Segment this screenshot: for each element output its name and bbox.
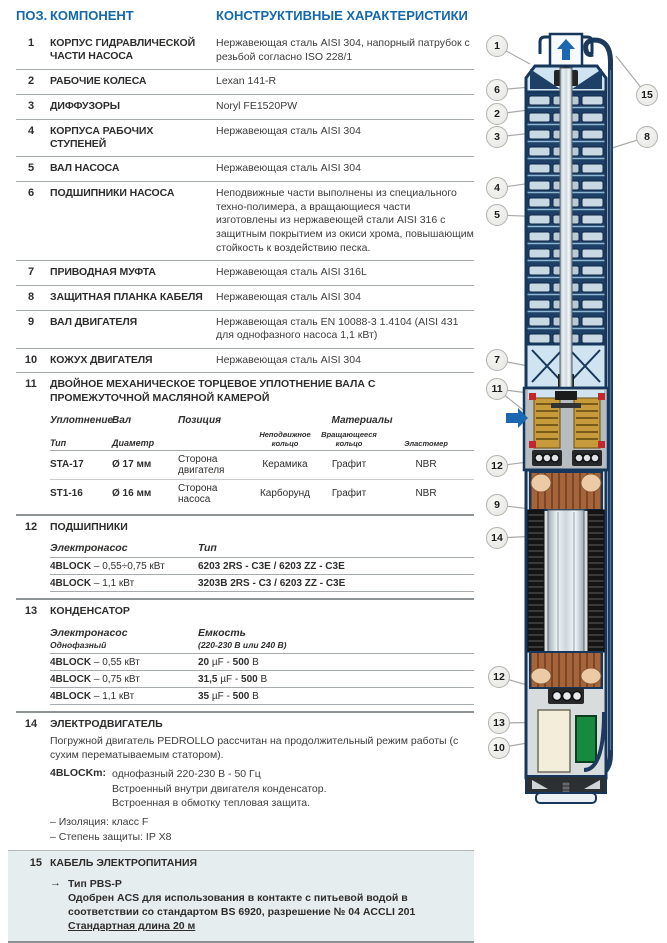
row-component: ВАЛ ДВИГАТЕЛЯ — [50, 315, 138, 328]
header-pos: ПОЗ. — [16, 8, 48, 23]
seal-table-sub-headers — [50, 428, 474, 451]
pump-cross-section-diagram — [478, 0, 667, 866]
col-header: Тип — [198, 542, 217, 555]
arrow-bullet-icon: → — [50, 876, 61, 889]
section-bearings — [16, 516, 474, 601]
pump-power: – 0,55÷0,75 кВт — [91, 560, 165, 572]
bottom-cap — [526, 776, 606, 803]
seal-table-group-headers — [50, 413, 474, 428]
seal-rotating: Графит — [331, 459, 367, 471]
section-title: ДВОЙНОЕ МЕХАНИЧЕСКОЕ ТОРЦЕВОЕ УПЛОТНЕНИЕ ВАЛА С ПРОМЕЖУТОЧНОЙ МАСЛЯНОЙ КАМЕРОЙ — [50, 378, 376, 405]
seal-section — [524, 388, 608, 470]
section-title: КАБЕЛЬ ЭЛЕКТРОПИТАНИЯ — [50, 857, 198, 870]
row-pos: 11 — [25, 378, 37, 391]
capacitance-value: 20 — [198, 656, 210, 668]
motor-model-block — [50, 767, 474, 810]
seal-position: Сторона двигателя — [178, 453, 225, 476]
pump-model: 4BLOCK — [50, 656, 92, 668]
row-pos: 9 — [27, 315, 35, 328]
capacitance-unit: µF - — [209, 656, 233, 668]
row-pos: 13 — [24, 605, 38, 618]
seal-type: STA-17 — [50, 459, 84, 471]
row-pos: 15 — [29, 857, 42, 870]
bearings-table — [50, 540, 474, 592]
row-desc: Нержавеющая сталь AISI 304 — [216, 353, 361, 366]
callout-10: 10 — [488, 737, 510, 759]
col-subheader: Однофазный — [50, 640, 107, 651]
header-characteristics: КОНСТРУКТИВНЫЕ ХАРАКТЕРИСТИКИ — [216, 8, 468, 23]
row-component: КОРПУСА РАБОЧИХ СТУПЕНЕЙ — [50, 124, 154, 150]
callout-12: 12 — [486, 455, 508, 477]
pump-model: 4BLOCK — [50, 560, 92, 572]
voltage-unit: В — [257, 673, 268, 685]
row-pos: 2 — [27, 75, 35, 88]
callout-4: 4 — [486, 177, 508, 199]
header-component: КОМПОНЕНТ — [50, 8, 134, 23]
callout-15: 15 — [636, 84, 658, 106]
callout-2: 2 — [486, 103, 508, 125]
seal-stationary: Керамика — [262, 459, 308, 471]
table-row — [16, 70, 474, 95]
voltage-value: 500 — [241, 673, 258, 685]
seal-elastomer: NBR — [415, 459, 437, 471]
row-desc: Нержавеющая сталь EN 10088-3 1.4104 (AISI 431 для однофазного насоса 1,1 кВт) — [216, 315, 459, 342]
col-subheader: (220-230 В или 240 В) — [198, 640, 287, 651]
cable-approval: Одобрен ACS для использования в контакте с питьевой водой в соответствии со стандартом BS 6920, разрешение № 04 ACCLI 201 — [68, 892, 416, 919]
seal-position: Сторона насоса — [178, 482, 218, 505]
col-subheader: Тип — [50, 437, 67, 448]
col-header: Уплотнение — [50, 414, 114, 426]
voltage-unit: В — [249, 690, 259, 702]
section-motor — [16, 713, 474, 850]
seal-table — [50, 413, 474, 508]
col-subheader: Вращающееся кольцо — [321, 429, 377, 448]
table-row — [16, 95, 474, 120]
starter-device — [576, 716, 596, 762]
bearing-type: 6203 2RS - C3E / 6203 ZZ - C3E — [198, 560, 345, 572]
section-title: КОНДЕНСАТОР — [50, 605, 130, 618]
seal-diameter: Ø 16 мм — [112, 488, 152, 500]
row-desc: Неподвижные части выполнены из специального техно-полимера, а вращающиеся части изготовлены из нержавеющей стали AISI 316 с защитным покрытием из окиси хрома, повышающим стойкость к воздействию песка. — [216, 187, 474, 254]
capacitor-row — [50, 671, 474, 688]
pump-power: – 0,55 кВт — [91, 656, 140, 668]
row-pos: 14 — [24, 718, 38, 731]
row-component: ДИФФУЗОРЫ — [50, 99, 120, 112]
seal-rotating: Графит — [331, 488, 367, 500]
row-component: КОРПУС ГИДРАВЛИЧЕСКОЙ ЧАСТИ НАСОСА — [50, 37, 196, 63]
row-desc: Noryl FE1520PW — [216, 99, 298, 112]
seal-elastomer: NBR — [415, 488, 437, 500]
section-capacitor — [16, 600, 474, 713]
row-desc: Нержавеющая сталь AISI 304 — [216, 162, 361, 175]
row-pos: 10 — [24, 353, 38, 366]
capacitor-row — [50, 654, 474, 671]
row-pos: 1 — [27, 37, 35, 49]
pump-shaft — [560, 68, 572, 404]
bearing-row — [50, 575, 474, 592]
seal-stationary: Карборунд — [259, 488, 311, 500]
callout-9: 9 — [486, 494, 508, 516]
row-desc: Нержавеющая сталь AISI 304 — [216, 290, 361, 303]
row-pos: 8 — [27, 290, 35, 303]
table-row — [16, 261, 474, 286]
col-header: Позиция — [178, 414, 221, 426]
callout-8: 8 — [636, 126, 658, 148]
section-title: ЭЛЕКТРОДВИГАТЕЛЬ — [50, 718, 163, 731]
table-row — [16, 349, 474, 374]
capacitor-row — [50, 688, 474, 705]
callout-11: 11 — [486, 378, 508, 400]
row-component: ПРИВОДНАЯ МУФТА — [50, 266, 156, 279]
motor-model-label: 4BLOCKm: — [50, 767, 107, 780]
pump-model: 4BLOCK — [50, 577, 92, 589]
section-title: ПОДШИПНИКИ — [50, 520, 128, 533]
section-power-cable — [8, 850, 474, 942]
row-desc: Lexan 141-R — [216, 75, 277, 88]
motor-intro: Погружной двигатель PEDROLLO рассчитан на продолжительный режим работы (с сухим перематываемым статором). — [50, 734, 459, 761]
col-header: Емкость — [198, 627, 246, 640]
row-component: КОЖУХ ДВИГАТЕЛЯ — [50, 353, 153, 366]
seal-diameter: Ø 17 мм — [112, 459, 152, 471]
seal-row — [50, 480, 474, 508]
motor-note: – Степень защиты: IP X8 — [50, 830, 172, 843]
bearing-row — [50, 558, 474, 575]
motor-feature: Встроенная в обмотку тепловая защита. — [112, 796, 311, 809]
row-desc: Нержавеющая сталь AISI 316L — [216, 266, 367, 279]
table-row — [16, 182, 474, 261]
col-header: Вал — [112, 414, 132, 426]
row-pos: 6 — [27, 187, 35, 200]
pump-power: – 1,1 кВт — [91, 577, 135, 589]
row-component: ЗАЩИТНАЯ ПЛАНКА КАБЕЛЯ — [50, 290, 203, 303]
col-subheader: Диаметр — [112, 437, 155, 448]
pump-power: – 0,75 кВт — [91, 673, 140, 685]
voltage-value: 500 — [232, 690, 250, 702]
table-header — [16, 8, 474, 23]
pump-model: 4BLOCK — [50, 690, 92, 702]
callout-6: 6 — [486, 79, 508, 101]
bearing-type: 3203B 2RS - C3 / 6203 ZZ - C3E — [198, 577, 346, 589]
callout-5: 5 — [486, 204, 508, 226]
table-row — [16, 286, 474, 311]
row-pos: 4 — [27, 124, 35, 137]
motor-model-desc: однофазный 220-230 В - 50 Гц — [112, 768, 261, 781]
pump-power: – 1,1 кВт — [91, 690, 135, 702]
seal-type: ST1-16 — [50, 488, 83, 500]
row-pos: 3 — [27, 99, 35, 112]
table-row — [16, 157, 474, 182]
callout-7: 7 — [486, 349, 508, 371]
motor-note: – Изоляция: класс F — [50, 815, 149, 828]
pump-model: 4BLOCK — [50, 673, 92, 685]
voltage-unit: В — [249, 656, 259, 668]
row-component: РАБОЧИЕ КОЛЕСА — [50, 75, 147, 88]
col-header: Электронасос — [50, 542, 128, 555]
voltage-value: 500 — [232, 656, 250, 668]
table-row — [16, 311, 474, 349]
capacitor — [538, 710, 570, 772]
col-subheader: Неподвижное кольцо — [259, 429, 311, 448]
cable-length: Стандартная длина 20 м — [68, 920, 196, 933]
callout-13: 13 — [488, 712, 510, 734]
capacitance-unit: µF - — [209, 690, 233, 702]
callout-12b: 12 — [488, 666, 510, 688]
col-subheader: Эластомер — [404, 438, 448, 448]
table-row — [16, 120, 474, 158]
capacitance-unit: µF - — [217, 673, 242, 685]
row-pos: 7 — [27, 266, 35, 279]
row-pos: 12 — [24, 520, 38, 533]
row-component: ВАЛ НАСОСА — [50, 162, 120, 175]
capacitance-value: 31,5 — [198, 673, 218, 685]
row-component: ПОДШИПНИКИ НАСОСА — [50, 187, 175, 200]
table-row — [16, 32, 474, 70]
capacitance-value: 35 — [198, 690, 210, 702]
callout-14: 14 — [486, 527, 508, 549]
row-desc: Нержавеющая сталь AISI 304 — [216, 124, 361, 137]
callout-3: 3 — [486, 126, 508, 148]
capacitor-table — [50, 625, 474, 705]
section-seal — [16, 373, 474, 515]
motor-feature: Встроенный внутри двигателя конденсатор. — [112, 782, 327, 795]
col-header: Электронасос — [50, 627, 128, 640]
cable-type: Тип PBS-P — [68, 877, 122, 890]
seal-row — [50, 451, 474, 480]
col-header: Материалы — [331, 414, 393, 426]
row-desc: Нержавеющая сталь AISI 304, напорный патрубок с резьбой согласно ISO 228/1 — [216, 37, 470, 63]
row-pos: 5 — [27, 162, 35, 175]
callout-1: 1 — [486, 35, 508, 57]
